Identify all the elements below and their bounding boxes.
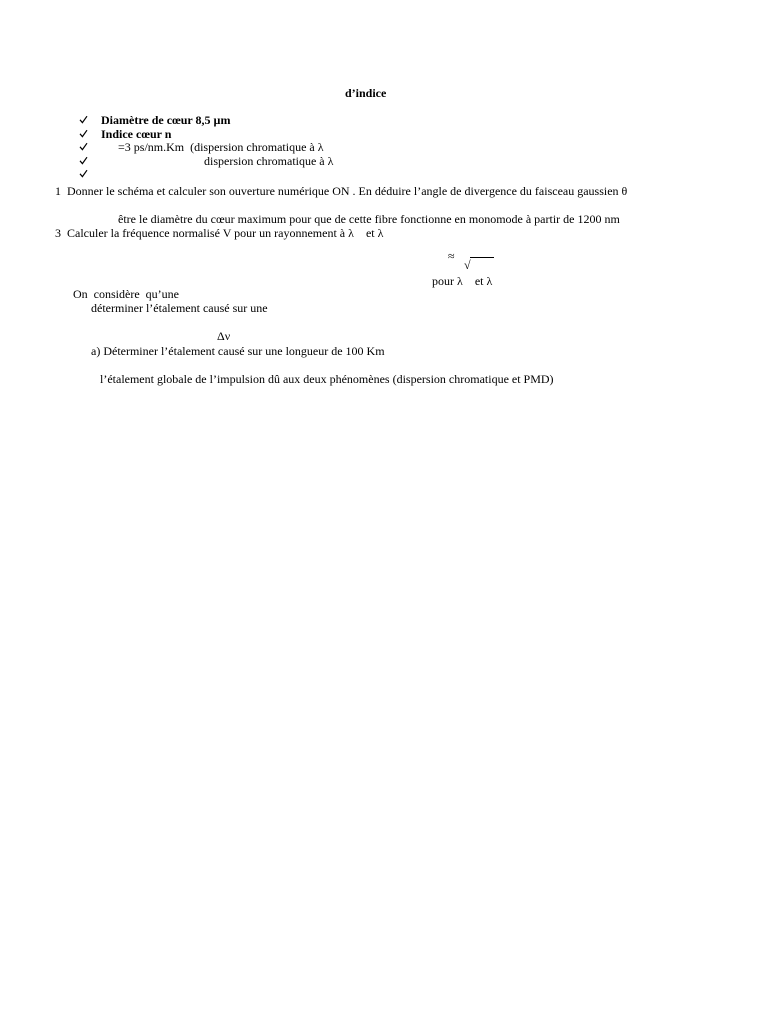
question-1: 1 Donner le schéma et calculer son ouverture numérique ON . En déduire l’angle de divergence du faisceau gaussien θ [55, 184, 628, 198]
part-a: a) Déterminer l’étalement causé sur une longueur de 100 Km [91, 344, 385, 358]
approx-symbol: ≈ [448, 249, 455, 263]
delta-nu: Δν [217, 329, 231, 343]
check-icon [79, 115, 88, 124]
check-icon [79, 129, 88, 138]
pour-line: pour λ et λ [432, 274, 493, 288]
checklist-item-dispersion-1: =3 ps/nm.Km (dispersion chromatique à λ [118, 140, 324, 154]
check-icon [79, 156, 88, 165]
global-spread-line: l’étalement globale de l’impulsion dû aux deux phénomènes (dispersion chromatique et PMD) [100, 372, 554, 386]
consider-line: On considère qu’une [73, 287, 179, 301]
check-icon [79, 169, 88, 178]
checklist-item-core-diameter: Diamètre de cœur 8,5 µm [101, 113, 231, 127]
checklist-item-core-index: Indice cœur n [101, 127, 172, 141]
sqrt-overline [470, 257, 494, 258]
checklist-item-dispersion-2: dispersion chromatique à λ [204, 154, 334, 168]
question-2-line: être le diamètre du cœur maximum pour que de cette fibre fonctionne en monomode à partir de 1200 nm [118, 212, 620, 226]
determine-line: déterminer l’étalement causé sur une [91, 301, 268, 315]
section-title: d’indice [345, 86, 387, 100]
check-icon [79, 142, 88, 151]
question-3: 3 Calculer la fréquence normalisé V pour un rayonnement à λ et λ [55, 226, 384, 240]
sqrt-symbol: √ [464, 258, 471, 272]
